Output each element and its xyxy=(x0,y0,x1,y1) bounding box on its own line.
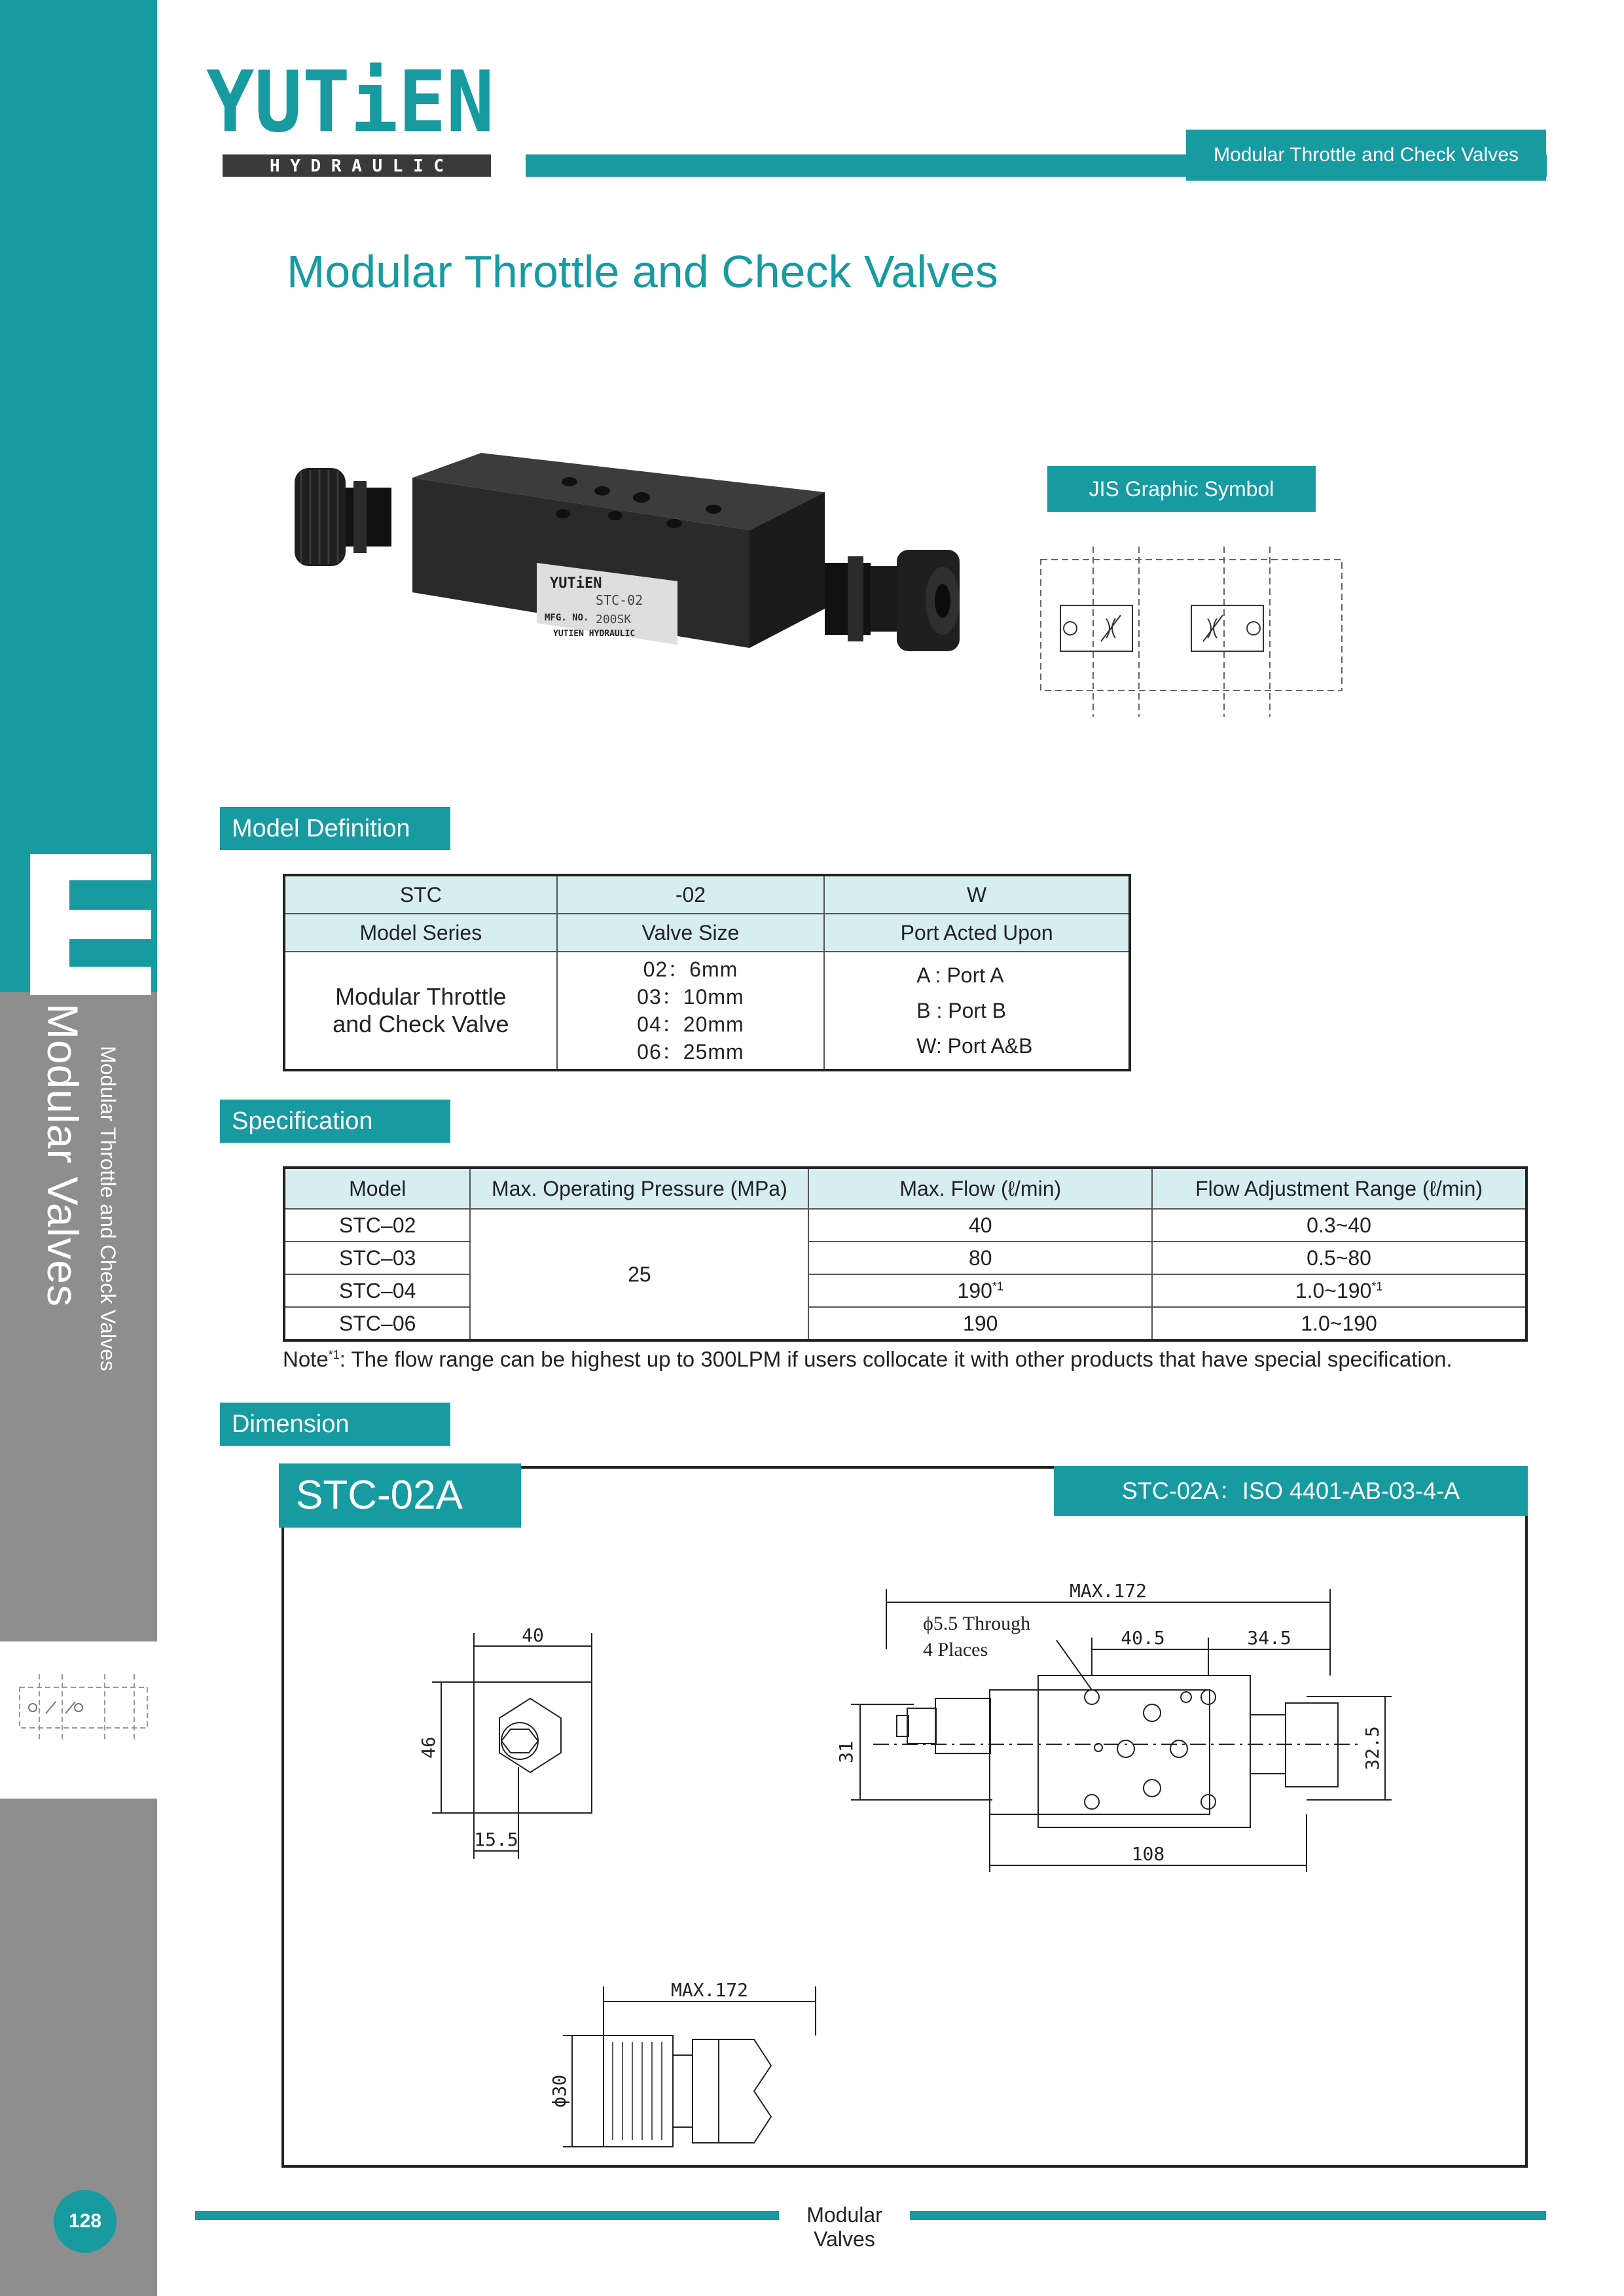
spec-model: STC–04 xyxy=(284,1274,470,1307)
header-model-series: Model Series xyxy=(284,914,557,952)
dim-height-46: 46 xyxy=(418,1736,439,1759)
spec-header-flow-label: Max. Flow xyxy=(899,1176,996,1200)
size-02: 02：6mm xyxy=(643,958,738,981)
spec-model: STC–02 xyxy=(284,1209,470,1242)
port-a: A : Port A xyxy=(916,963,1004,987)
series-line-1: Modular Throttle xyxy=(335,983,507,1010)
brand-logo xyxy=(203,51,497,182)
header-valve-size: Valve Size xyxy=(557,914,825,952)
dim-108: 108 xyxy=(1131,1843,1165,1865)
sidebar-symbol-panel xyxy=(0,1641,157,1799)
spec-range: 1.0~190$^{*1}$ xyxy=(1152,1274,1526,1307)
code-series: STC xyxy=(284,875,557,914)
spec-flow: 190$^{*1}$ xyxy=(808,1274,1152,1307)
sidebar-jis-symbol-icon xyxy=(0,1641,157,1799)
dim-hole-note-1: ϕ5.5 Through xyxy=(923,1613,1031,1634)
page-title: Modular Throttle and Check Valves xyxy=(287,246,998,297)
spec-header-range-unit: (ℓ/min) xyxy=(1422,1176,1483,1200)
model-definition-table xyxy=(283,874,1131,1071)
brand-logo-text: YUTiEN xyxy=(206,54,494,151)
product-photo xyxy=(288,452,969,687)
spec-range: 0.5~80 xyxy=(1152,1242,1526,1274)
sidebar-section-title: Modular Valves xyxy=(39,1003,87,1307)
section-model-definition: Model Definition xyxy=(220,807,450,850)
brand-tagline: H Y D R A U L I C xyxy=(269,156,444,176)
spec-range: 0.3~40 xyxy=(1152,1209,1526,1242)
dim-32-5: 32.5 xyxy=(1362,1726,1383,1770)
spec-flow: 80 xyxy=(808,1242,1152,1274)
sidebar-teal-band xyxy=(0,0,157,992)
specification-table xyxy=(283,1166,1528,1342)
section-dimension: Dimension xyxy=(220,1403,450,1446)
port-w: W: Port A&B xyxy=(916,1034,1033,1058)
dim-31: 31 xyxy=(835,1741,857,1763)
nameplate-model: STC-02 xyxy=(596,592,643,608)
size-06: 06：25mm xyxy=(637,1040,744,1064)
dim-40-5: 40.5 xyxy=(1121,1627,1165,1649)
spec-flow: 40 xyxy=(808,1209,1152,1242)
spec-header-flow xyxy=(808,1168,1152,1209)
spec-model: STC–03 xyxy=(284,1242,470,1274)
spec-header-pressure: Max. Operating Pressure (MPa) xyxy=(470,1168,808,1209)
dimension-iso-tag: STC-02A：ISO 4401-AB-03-4-A xyxy=(1054,1466,1528,1516)
spec-range: 1.0~190 xyxy=(1152,1307,1526,1340)
dim-hole-note-2: 4 Places xyxy=(923,1639,988,1660)
header-port-acted: Port Acted Upon xyxy=(824,914,1130,952)
header-category-tab: Modular Throttle and Check Valves xyxy=(1186,130,1546,181)
spec-header-range xyxy=(1152,1168,1526,1209)
footer-text: Modular Valves xyxy=(806,2203,882,2251)
code-port: W xyxy=(824,875,1130,914)
nameplate-brand: YUTiEN xyxy=(550,575,602,592)
code-size: -02 xyxy=(557,875,825,914)
dimension-model-tag: STC-02A xyxy=(279,1463,521,1528)
size-03: 03：10mm xyxy=(637,985,744,1009)
sidebar-letter-e xyxy=(30,854,151,995)
size-04: 04：20mm xyxy=(637,1013,744,1036)
port-b: B : Port B xyxy=(916,999,1007,1022)
sidebar-subsection-title: Modular Throttle and Check Valves xyxy=(96,1046,120,1371)
footer-rule-left xyxy=(195,2211,779,2220)
spec-flow: 190 xyxy=(808,1307,1152,1340)
spec-header-model: Model xyxy=(284,1168,470,1209)
dim-max-172: MAX.172 xyxy=(1069,1580,1147,1602)
jis-symbol-label: JIS Graphic Symbol xyxy=(1047,466,1316,512)
spec-pressure: 25 xyxy=(470,1209,808,1340)
series-line-2: and Check Valve xyxy=(333,1011,509,1037)
dimension-drawing xyxy=(285,1518,1523,2160)
footer-rule-right xyxy=(910,2211,1546,2220)
page-number: 128 xyxy=(54,2190,117,2253)
dim-offset-15-5: 15.5 xyxy=(474,1829,518,1850)
spec-model: STC–06 xyxy=(284,1307,470,1340)
section-specification: Specification xyxy=(220,1100,450,1143)
dim-width-40: 40 xyxy=(522,1624,544,1646)
specification-note: Note$^{*1}$: The flow range can be highest up to 300LPM if users collocate it with other products that have special specification. xyxy=(283,1347,1453,1371)
nameplate-mfg: MFG. NO. xyxy=(545,613,589,623)
nameplate-serial: 200SK xyxy=(596,613,632,626)
jis-graphic-symbol xyxy=(1034,540,1348,723)
dim-max-172-b: MAX.172 xyxy=(670,1979,749,2001)
nameplate-footer: YUTIEN HYDRAULIC xyxy=(553,629,636,639)
spec-header-flow-unit: (ℓ/min) xyxy=(1001,1176,1062,1200)
spec-header-range-label: Flow Adjustment Range xyxy=(1195,1176,1417,1200)
dim-34-5: 34.5 xyxy=(1247,1627,1291,1649)
dim-dia-30: ϕ30 xyxy=(549,2074,570,2108)
